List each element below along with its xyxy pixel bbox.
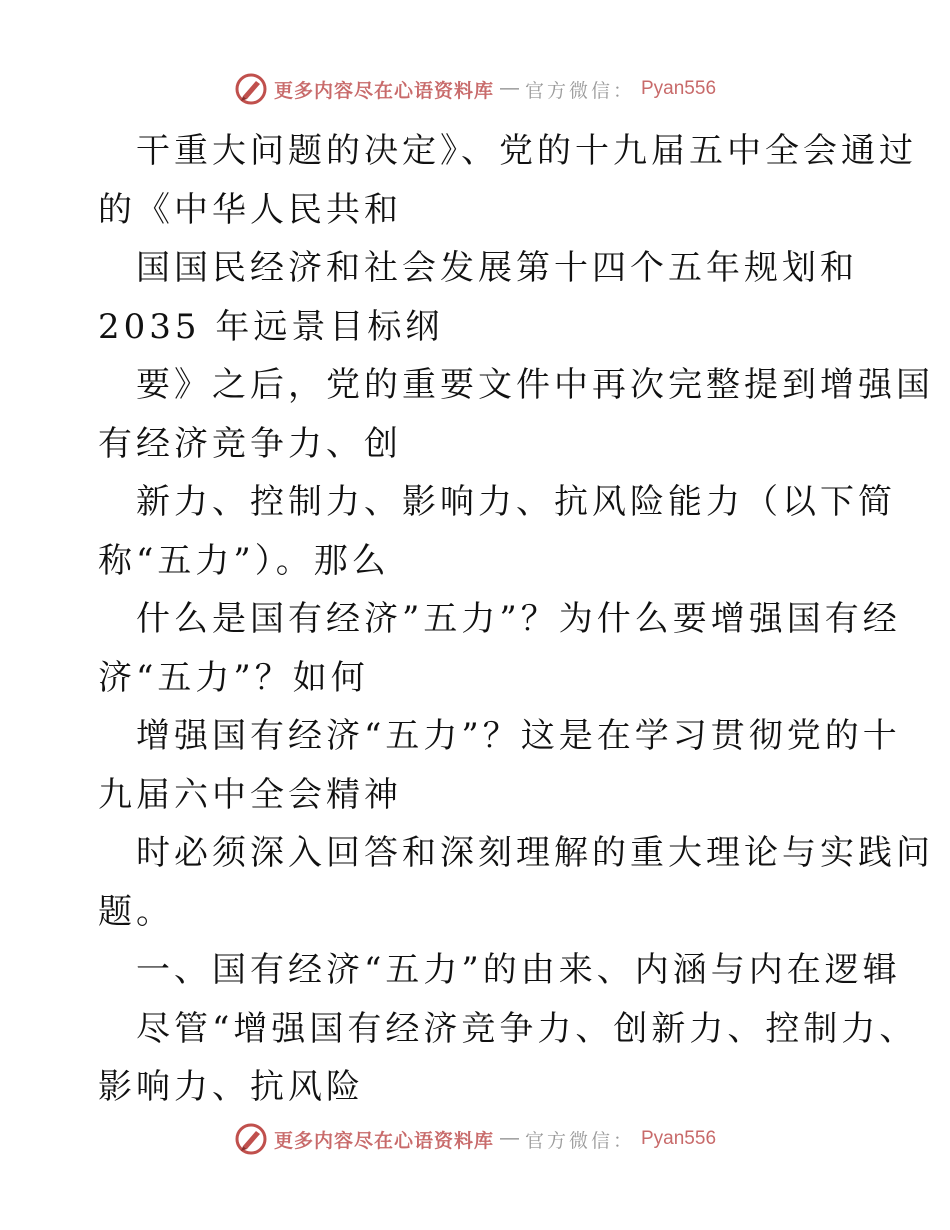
text-line: 称“五力”）。那么 [98,540,390,581]
watermark-label: 官方微信： [524,1130,635,1152]
watermark-label: 官方微信： [524,80,635,102]
logo-icon [234,1122,268,1156]
text-line: 要》之后，党的重要文件中再次完整提到增强国 [136,365,934,405]
text-line: 国国民经济和社会发展第十四个五年规划和 [136,248,858,288]
header-watermark [0,72,950,106]
watermark-dash: — [499,1128,519,1149]
watermark-dash: — [499,78,519,99]
text-line: 时必须深入回答和深刻理解的重大理论与实践问 [136,833,934,873]
text-line: 影响力、抗风险 [98,1067,364,1107]
watermark-text: 更多内容尽在心语资料库 [273,1130,494,1152]
text-line: 什么是国有经济”五力”？为什么要增强国有经 [136,599,901,639]
document-body [98,122,934,1117]
watermark-id: Pyan556 [641,1128,717,1149]
text-line: 干重大问题的决定》、党的十九届五中全会通过 [136,131,917,171]
text-line: 济“五力”？如何 [98,657,369,698]
text-line: 九届六中全会精神 [98,774,402,815]
text-line: 增强国有经济“五力”？这是在学习贯彻党的十 [136,716,901,756]
text-line: 题。 [98,891,174,932]
text-line: 新力、控制力、影响力、抗风险能力（以下简 [136,482,896,522]
text-line: 有经济竞争力、创 [98,423,402,464]
watermark-text: 更多内容尽在心语资料库 [273,80,494,102]
text-line: 尽管“增强国有经济竞争力、创新力、控制力、 [136,1008,918,1049]
section-heading: 一、国有经济“五力”的由来、内涵与内在逻辑 [136,950,901,990]
logo-icon [234,72,268,106]
text-line: 的《中华人民共和 [98,189,402,230]
watermark-id: Pyan556 [641,78,717,99]
footer-watermark [0,1122,950,1156]
text-line: 2035 年远景目标纲 [98,306,444,347]
